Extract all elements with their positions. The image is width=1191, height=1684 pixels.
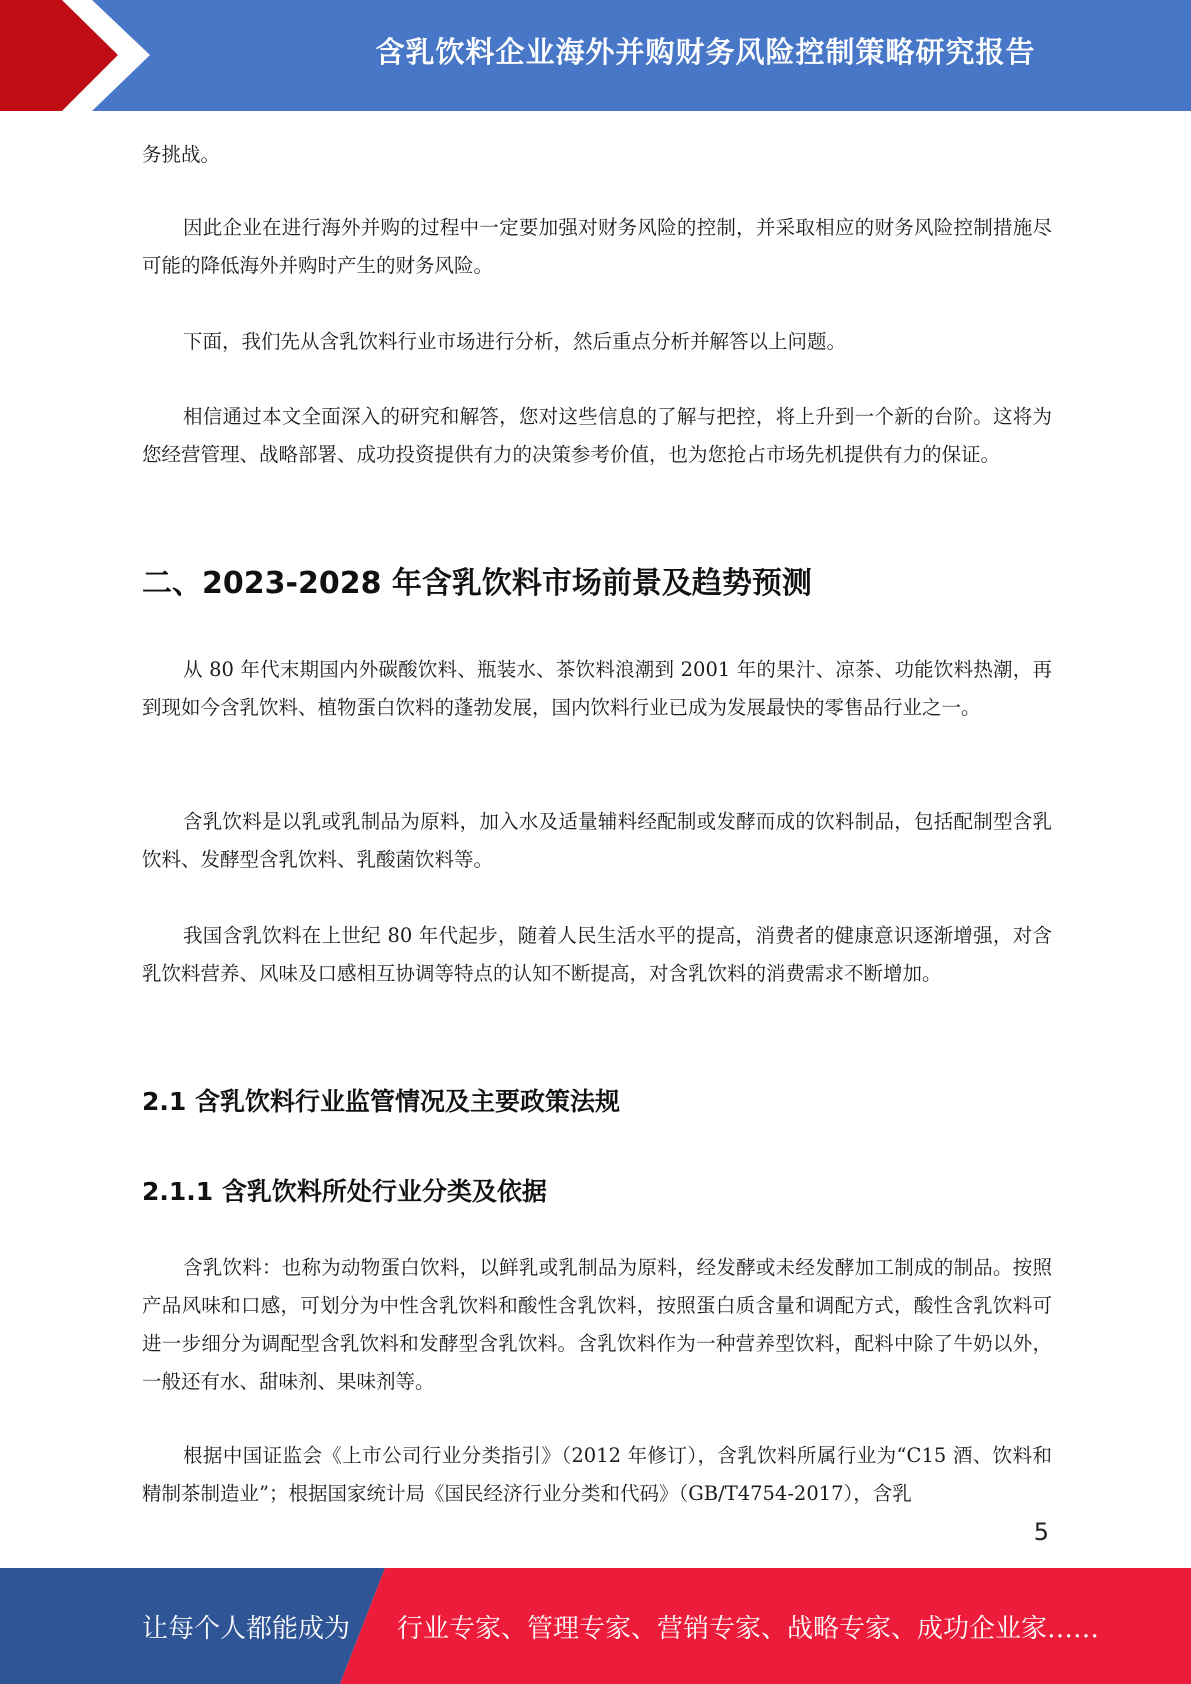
- page-header: [0, 0, 1191, 111]
- paragraph-industry-history: 从 80 年代末期国内外碳酸饮料、瓶装水、茶饮料浪潮到 2001 年的果汁、凉茶、功能饮料热潮，再到现如今含乳饮料、植物蛋白饮料的蓬勃发展，国内饮料行业已成为发展最快的零售品行业之一。: [142, 658, 1052, 719]
- section-heading-2-1: 2.1 含乳饮料行业监管情况及主要政策法规: [142, 1087, 620, 1116]
- header-arrow-decoration: [0, 0, 170, 111]
- paragraph-domestic-development: 我国含乳饮料在上世纪 80 年代起步，随着人民生活水平的提高，消费者的健康意识逐渐增强，对含乳饮料营养、风味及口感相互协调等特点的认知不断提高，对含乳饮料的消费需求不断增加。: [142, 924, 1052, 985]
- footer-slogan-left: 让每个人都能成为: [142, 1613, 351, 1644]
- paragraph-industry-classification: 根据中国证监会《上市公司行业分类指引》（2012 年修订），含乳饮料所属行业为“C15 酒、饮料和精制茶制造业”；根据国家统计局《国民经济行业分类和代码》（GB/T4754-2017），含乳: [142, 1444, 1052, 1505]
- paragraph-intro-analysis: 下面，我们先从含乳饮料行业市场进行分析，然后重点分析并解答以上问题。: [183, 330, 847, 353]
- report-title: 含乳饮料企业海外并购财务风险控制策略研究报告: [375, 34, 1036, 69]
- paragraph-continuation: 务挑战。: [142, 143, 221, 166]
- page-number: 5: [1033, 1518, 1049, 1546]
- paragraph-value-statement: 相信通过本文全面深入的研究和解答，您对这些信息的了解与把控，将上升到一个新的台阶。这将为您经营管理、战略部署、成功投资提供有力的决策参考价值，也为您抢占市场先机提供有力的保证。: [142, 405, 1052, 466]
- section-heading-2-1-1: 2.1.1 含乳饮料所处行业分类及依据: [142, 1177, 547, 1206]
- page-footer: [0, 1568, 1191, 1684]
- paragraph-product-classification: 含乳饮料：也称为动物蛋白饮料，以鲜乳或乳制品为原料，经发酵或未经发酵加工制成的制品。按照产品风味和口感，可划分为中性含乳饮料和酸性含乳饮料，按照蛋白质含量和调配方式，酸性含乳饮料可进一步细分为调配型含乳饮料和发酵型含乳饮料。含乳饮料作为一种营养型饮料，配料中除了牛奶以外，一般还有水、甜味剂、果味剂等。: [142, 1256, 1052, 1393]
- section-heading-2: 二、2023-2028 年含乳饮料市场前景及趋势预测: [142, 566, 812, 601]
- paragraph-definition: 含乳饮料是以乳或乳制品为原料，加入水及适量辅料经配制或发酵而成的饮料制品，包括配制型含乳饮料、发酵型含乳饮料、乳酸菌饮料等。: [142, 810, 1052, 871]
- paragraph-risk-control: 因此企业在进行海外并购的过程中一定要加强对财务风险的控制，并采取相应的财务风险控制措施尽可能的降低海外并购时产生的财务风险。: [142, 216, 1052, 277]
- footer-slogan-right: 行业专家、管理专家、营销专家、战略专家、成功企业家……: [397, 1613, 1100, 1644]
